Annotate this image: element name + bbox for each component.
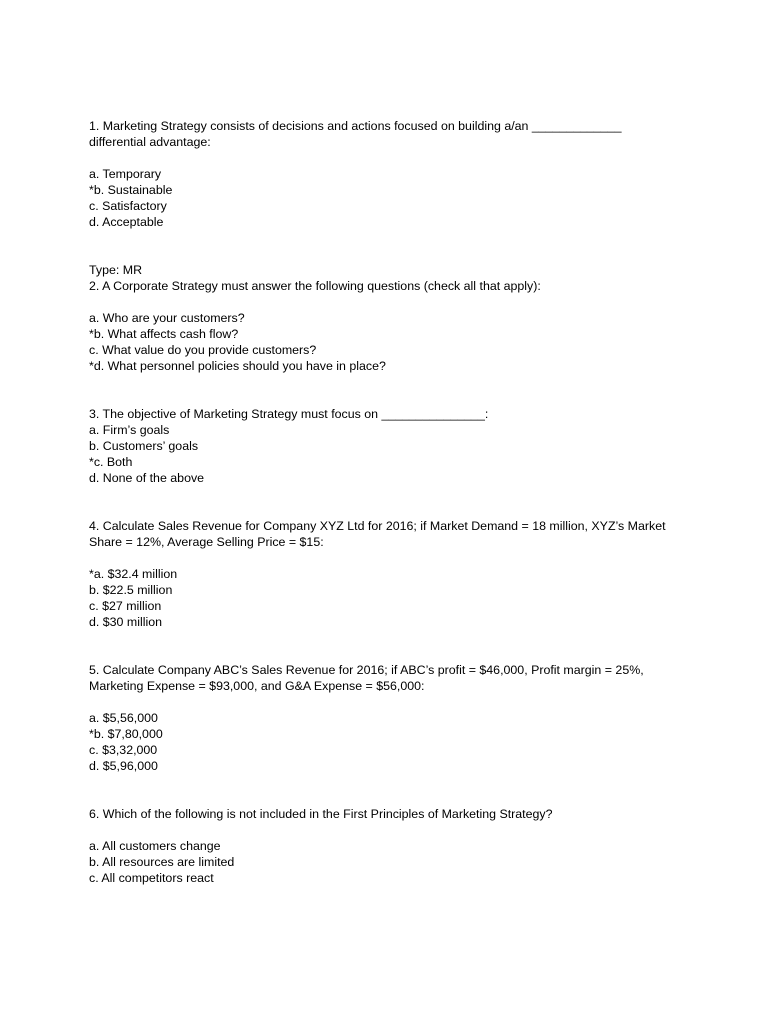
question-5-option-b: *b. $7,80,000 xyxy=(89,727,163,741)
question-6-text: 6. Which of the following is not included in the First Principles of Marketing Strategy? xyxy=(89,807,553,821)
question-3-option-b: b. Customers’ goals xyxy=(89,439,199,453)
question-2 xyxy=(89,262,689,374)
question-2-option-b: *b. What affects cash flow? xyxy=(89,327,239,341)
question-5-text: 5. Calculate Company ABC’s Sales Revenue for 2016; if ABC’s profit = $46,000, Profit margin = 25%, Marketing Expense = $93,000, and G&A Expense = $56,000: xyxy=(89,663,644,693)
question-1 xyxy=(89,118,689,230)
question-3-option-c: *c. Both xyxy=(89,455,133,469)
question-2-option-c: c. What value do you provide customers? xyxy=(89,343,317,357)
question-2-text: 2. A Corporate Strategy must answer the following questions (check all that apply): xyxy=(89,279,541,293)
question-5-option-c: c. $3,32,000 xyxy=(89,743,158,757)
question-6-option-a: a. All customers change xyxy=(89,839,221,853)
question-3 xyxy=(89,406,689,486)
question-2-option-d: *d. What personnel policies should you have in place? xyxy=(89,359,386,373)
question-2-option-a: a. Who are your customers? xyxy=(89,311,245,325)
question-1-text: 1. Marketing Strategy consists of decisions and actions focused on building a/an _____________ differential advantage: xyxy=(89,119,622,149)
question-4-option-a: *a. $32.4 million xyxy=(89,567,178,581)
question-4-text: 4. Calculate Sales Revenue for Company XYZ Ltd for 2016; if Market Demand = 18 million, XYZ’s Market Share = 12%, Average Selling Price = $15: xyxy=(89,519,666,549)
question-3-option-a: a. Firm’s goals xyxy=(89,423,170,437)
question-4-option-c: c. $27 million xyxy=(89,599,162,613)
question-6 xyxy=(89,806,689,886)
question-1-option-a: a. Temporary xyxy=(89,167,162,181)
question-3-option-d: d. None of the above xyxy=(89,471,205,485)
question-4 xyxy=(89,518,689,630)
question-6-option-b: b. All resources are limited xyxy=(89,855,235,869)
question-1-option-b: *b. Sustainable xyxy=(89,183,173,197)
question-5-option-a: a. $5,56,000 xyxy=(89,711,158,725)
question-4-option-b: b. $22.5 million xyxy=(89,583,173,597)
question-1-option-c: c. Satisfactory xyxy=(89,199,167,213)
question-5-option-d: d. $5,96,000 xyxy=(89,759,158,773)
question-4-option-d: d. $30 million xyxy=(89,615,163,629)
question-2-type-label: Type: MR xyxy=(89,263,143,277)
question-6-option-c: c. All competitors react xyxy=(89,871,214,885)
question-1-option-d: d. Acceptable xyxy=(89,215,164,229)
document-page xyxy=(89,118,689,886)
question-5 xyxy=(89,662,689,774)
question-3-text: 3. The objective of Marketing Strategy must focus on _______________: xyxy=(89,407,489,421)
